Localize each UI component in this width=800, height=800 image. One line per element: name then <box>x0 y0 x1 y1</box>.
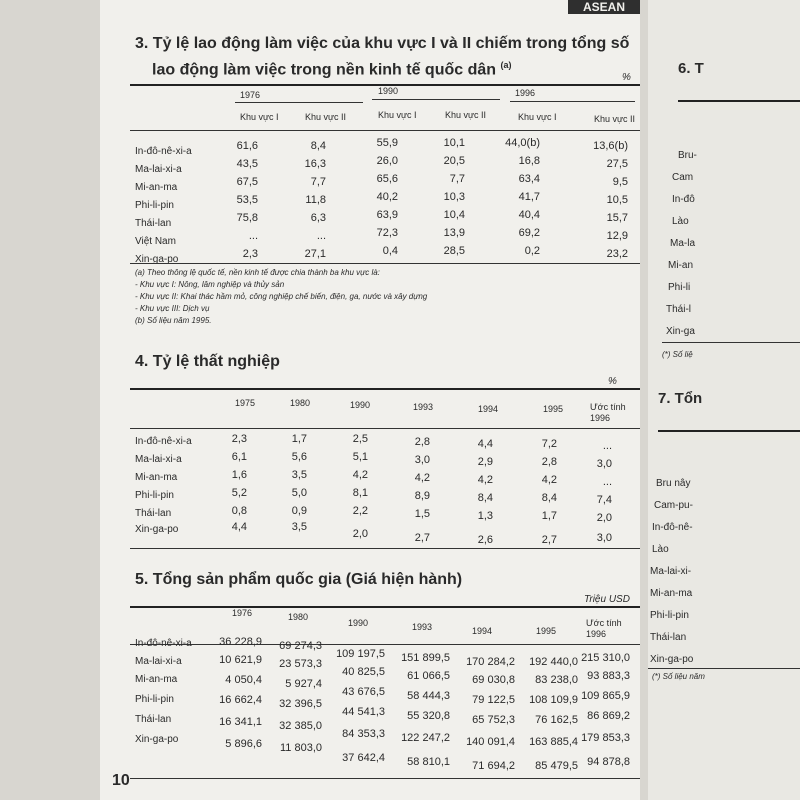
section3-header-rule <box>130 130 640 131</box>
section4-year: 1993 <box>413 402 434 412</box>
cell: 10 621,9 <box>219 654 262 666</box>
cell: 8,1 <box>352 487 368 499</box>
section5-title: 5. Tổng sản phẩm quốc gia (Giá hiện hành) <box>135 571 463 588</box>
section4-top-rule <box>130 388 640 390</box>
right-row-label: Phi-li <box>668 282 691 293</box>
cell: 7,4 <box>596 494 612 506</box>
section3-note: - Khu vực I: Nông, lâm nghiệp và thủy sản <box>135 280 285 289</box>
cell: 55 320,8 <box>407 710 450 722</box>
cell: 2,5 <box>352 433 368 445</box>
cell: 2,3 <box>242 248 258 260</box>
cell: 27,1 <box>304 248 326 260</box>
right-section7-rule <box>658 430 800 432</box>
cell: 71 694,2 <box>472 760 515 772</box>
cell: 0,9 <box>291 505 307 517</box>
row-label: Xin-ga-po <box>135 254 179 265</box>
cell: 27,5 <box>606 158 628 170</box>
cell: 192 440,0 <box>529 656 578 668</box>
cell: 4,2 <box>541 474 557 486</box>
cell: 36 228,9 <box>219 636 262 648</box>
cell: 3,5 <box>291 469 307 481</box>
cell: 43,5 <box>236 158 258 170</box>
row-label: In-đô-nê-xi-a <box>135 146 192 157</box>
cell: 8,9 <box>414 490 430 502</box>
row-label: Mi-an-ma <box>135 674 178 685</box>
section5-header-rule <box>130 644 640 645</box>
right-section6-rule <box>678 100 800 102</box>
cell: 26,0 <box>376 155 398 167</box>
cell: 5 927,4 <box>285 678 322 690</box>
cell: 3,0 <box>596 532 612 544</box>
section4-bottom-rule <box>130 548 640 549</box>
cell: 3,0 <box>414 454 430 466</box>
cell: 1,6 <box>231 469 247 481</box>
cell: 37 642,4 <box>342 752 385 764</box>
row-label: Thái-lan <box>135 714 172 725</box>
row-label: Thái-lan <box>135 218 172 229</box>
section5-year: 1976 <box>232 608 253 618</box>
cell: 15,7 <box>606 212 628 224</box>
row-label: In-đô-nê-xi-a <box>135 638 192 649</box>
cell: 2,2 <box>352 505 368 517</box>
section3-subhead: Khu vực II <box>445 110 487 120</box>
cell: 43 676,5 <box>342 686 385 698</box>
right-section6-title: 6. T <box>678 60 704 77</box>
cell: 75,8 <box>236 212 258 224</box>
section5-year: 1990 <box>348 618 369 628</box>
cell: 4,4 <box>477 438 493 450</box>
row-label: In-đô-nê-xi-a <box>135 436 192 447</box>
cell: 23,2 <box>606 248 628 260</box>
cell: 20,5 <box>443 155 465 167</box>
cell: 2,0 <box>596 512 612 524</box>
cell: 9,5 <box>612 176 628 188</box>
cell: ... <box>248 230 258 242</box>
cell: 69,2 <box>518 227 540 239</box>
right-row-label: Thái-l <box>666 304 692 315</box>
section3-year-1996: 1996 <box>515 88 536 98</box>
cell: 13,6(b) <box>593 140 628 152</box>
right-section6-note: (*) Số liệ <box>662 350 693 359</box>
right-row-label: Thái-lan <box>650 632 687 643</box>
cell: 85 479,5 <box>535 760 578 772</box>
section3-title-line1: 3. Tỷ lệ lao động làm việc của khu vực I và II chiếm trong tổng số <box>135 35 630 52</box>
section3-subhead: Khu vực II <box>594 114 636 124</box>
cell: ... <box>602 440 612 452</box>
cell: 1,5 <box>414 508 430 520</box>
row-label: Ma-lai-xi-a <box>135 454 182 465</box>
right-row-label: Lào <box>652 544 669 555</box>
cell: 58 444,3 <box>407 690 450 702</box>
cell: 72,3 <box>376 227 398 239</box>
cell: ... <box>602 476 612 488</box>
header-tab: ASEAN <box>568 0 640 14</box>
section3-note: - Khu vực III: Dịch vụ <box>135 304 210 313</box>
cell: 13,9 <box>443 227 465 239</box>
section3-year-rule-3 <box>510 101 635 102</box>
cell: 10,4 <box>443 209 465 221</box>
right-row-label: Phi-li-pin <box>650 610 689 621</box>
cell: ... <box>316 230 326 242</box>
section3-subhead: Khu vực I <box>518 112 557 122</box>
cell: 93 883,3 <box>587 670 630 682</box>
right-row-label: Mi-an-ma <box>650 588 693 599</box>
cell: 32 385,0 <box>279 720 322 732</box>
cell: 16,3 <box>304 158 326 170</box>
cell: 23 573,3 <box>279 658 322 670</box>
cell: 0,8 <box>231 505 247 517</box>
cell: 10,5 <box>606 194 628 206</box>
section3-bottom-rule <box>130 263 640 264</box>
section4-unit: % <box>608 376 617 387</box>
cell: 67,5 <box>236 176 258 188</box>
cell: 0,2 <box>524 245 540 257</box>
cell: 94 878,8 <box>587 756 630 768</box>
row-label: Mi-an-ma <box>135 472 178 483</box>
cell: 5,1 <box>352 451 368 463</box>
cell: 7,2 <box>541 438 557 450</box>
section3-subhead: Khu vực I <box>240 112 279 122</box>
cell: 65,6 <box>376 173 398 185</box>
cell: 8,4 <box>541 492 557 504</box>
cell: 2,8 <box>414 436 430 448</box>
right-row-label: Bru- <box>678 150 697 161</box>
cell: 86 869,2 <box>587 710 630 722</box>
cell: 53,5 <box>236 194 258 206</box>
cell: 2,6 <box>477 534 493 546</box>
cell: 7,7 <box>310 176 326 188</box>
cell: 84 353,3 <box>342 728 385 740</box>
section3-title-sup: (a) <box>500 60 512 70</box>
cell: 7,7 <box>449 173 465 185</box>
section3-note: (b) Số liệu năm 1995. <box>135 316 212 325</box>
row-label: Phi-li-pin <box>135 200 174 211</box>
row-label: Ma-lai-xi-a <box>135 656 182 667</box>
cell: 2,9 <box>477 456 493 468</box>
right-row-label: Cam <box>672 172 694 183</box>
left-page <box>100 0 640 800</box>
cell: 41,7 <box>518 191 540 203</box>
cell: 5,0 <box>291 487 307 499</box>
cell: 63,4 <box>518 173 540 185</box>
cell: 32 396,5 <box>279 698 322 710</box>
cell: 10,1 <box>443 137 465 149</box>
section3-year-rule-2 <box>372 99 500 100</box>
cell: 3,5 <box>291 521 307 533</box>
row-label: Xin-ga-po <box>135 734 179 745</box>
right-row-label: Ma-lai-xi- <box>650 566 692 577</box>
cell: 108 109,9 <box>529 694 578 706</box>
section5-year: 1994 <box>472 626 493 636</box>
cell: 5 896,6 <box>225 738 262 750</box>
section3-year-1990: 1990 <box>378 86 399 96</box>
cell: 16,8 <box>518 155 540 167</box>
row-label: Xin-ga-po <box>135 524 179 535</box>
cell: 16 662,4 <box>219 694 262 706</box>
cell: 61,6 <box>236 140 258 152</box>
cell: 109 865,9 <box>581 690 630 702</box>
cell: 4,2 <box>352 469 368 481</box>
right-row-label: In-đô <box>672 194 695 205</box>
cell: 2,7 <box>414 532 430 544</box>
right-row-label: Lào <box>672 216 689 227</box>
cell: 55,9 <box>376 137 398 149</box>
right-section7-note: (*) Số liệu năm <box>652 672 705 681</box>
right-row-label: Mi-an <box>668 260 694 271</box>
cell: 2,7 <box>541 534 557 546</box>
section3-title-line2 <box>152 55 511 80</box>
row-label: Mi-an-ma <box>135 182 178 193</box>
cell: 1,7 <box>291 433 307 445</box>
section3-note: (a) Theo thông lệ quốc tế, nền kinh tế được chia thành ba khu vực là: <box>135 268 380 277</box>
row-label: Ma-lai-xi-a <box>135 164 182 175</box>
row-label: Phi-li-pin <box>135 694 174 705</box>
cell: 8,4 <box>310 140 326 152</box>
cell: 2,0 <box>352 528 368 540</box>
cell: 140 091,4 <box>466 736 515 748</box>
section5-unit: Triệu USD <box>584 594 630 605</box>
cell: 10,3 <box>443 191 465 203</box>
cell: 83 238,0 <box>535 674 578 686</box>
cell: 69 274,3 <box>279 640 322 652</box>
section3-subhead: Khu vực I <box>378 110 417 120</box>
section5-year: Ước tính 1996 <box>586 618 622 639</box>
section4-header-rule <box>130 428 640 429</box>
cell: 163 885,4 <box>529 736 578 748</box>
cell: 4,4 <box>231 521 247 533</box>
right-row-label: Xin-ga-po <box>650 654 694 665</box>
section4-year: 1990 <box>350 400 371 410</box>
cell: 2,8 <box>541 456 557 468</box>
right-row-label: Xin-ga <box>666 326 695 337</box>
section5-year: 1980 <box>288 612 309 622</box>
right-row-label: Ma-la <box>670 238 696 249</box>
right-row-label: Bru nây <box>656 478 691 489</box>
row-label: Thái-lan <box>135 508 172 519</box>
cell: 151 899,5 <box>401 652 450 664</box>
section5-bottom-rule <box>130 778 640 779</box>
cell: 179 853,3 <box>581 732 630 744</box>
section4-year: 1975 <box>235 398 256 408</box>
section4-year: 1980 <box>290 398 311 408</box>
cell: 44,0(b) <box>505 137 540 149</box>
cell: 44 541,3 <box>342 706 385 718</box>
right-section6-bottom-rule <box>662 342 800 343</box>
cell: 40,2 <box>376 191 398 203</box>
right-page <box>648 0 800 800</box>
cell: 76 162,5 <box>535 714 578 726</box>
cell: 0,4 <box>382 245 398 257</box>
cell: 61 066,5 <box>407 670 450 682</box>
cell: 79 122,5 <box>472 694 515 706</box>
cell: 40 825,5 <box>342 666 385 678</box>
section3-subhead: Khu vực II <box>305 112 347 122</box>
cell: 12,9 <box>606 230 628 242</box>
cell: 170 284,2 <box>466 656 515 668</box>
section5-year: 1995 <box>536 626 557 636</box>
cell: 109 197,5 <box>336 648 385 660</box>
cell: 11,8 <box>305 194 326 206</box>
page-number: 10 <box>112 772 130 789</box>
cell: 122 247,2 <box>401 732 450 744</box>
cell: 215 310,0 <box>581 652 630 664</box>
section4-title: 4. Tỷ lệ thất nghiệp <box>135 353 280 370</box>
row-label: Việt Nam <box>135 236 176 247</box>
cell: 4,2 <box>477 474 493 486</box>
cell: 2,3 <box>231 433 247 445</box>
cell: 5,6 <box>291 451 307 463</box>
cell: 8,4 <box>477 492 493 504</box>
section3-year-1976: 1976 <box>240 90 261 100</box>
section3-title-line2-text: lao động làm việc trong nền kinh tế quốc dân <box>152 61 497 79</box>
section4-year: 1995 <box>543 404 564 414</box>
right-section7-bottom-rule <box>648 668 800 669</box>
section3-note: - Khu vực II: Khai thác hầm mỏ, công nghiệp chế biến, điện, ga, nước và xây dựng <box>135 292 428 301</box>
cell: 1,7 <box>541 510 557 522</box>
cell: 16 341,1 <box>219 716 262 728</box>
cell: 69 030,8 <box>472 674 515 686</box>
cell: 28,5 <box>443 245 465 257</box>
right-row-label: In-đô-nê- <box>652 522 693 533</box>
section3-unit: % <box>622 72 631 83</box>
cell: 4,2 <box>414 472 430 484</box>
right-row-label: Cam-pu- <box>654 500 693 511</box>
cell: 4 050,4 <box>225 674 262 686</box>
section3-year-rule-1 <box>235 102 363 103</box>
section4-year: Ước tính 1996 <box>590 402 626 423</box>
section5-top-rule <box>130 606 640 608</box>
cell: 6,1 <box>231 451 247 463</box>
row-label: Phi-li-pin <box>135 490 174 501</box>
cell: 1,3 <box>477 510 493 522</box>
cell: 11 803,0 <box>279 742 322 754</box>
cell: 63,9 <box>376 209 398 221</box>
section5-year: 1993 <box>412 622 433 632</box>
right-section7-title: 7. Tổn <box>658 390 703 407</box>
cell: 6,3 <box>310 212 326 224</box>
cell: 3,0 <box>596 458 612 470</box>
cell: 5,2 <box>231 487 247 499</box>
cell: 40,4 <box>518 209 540 221</box>
section4-year: 1994 <box>478 404 499 414</box>
cell: 65 752,3 <box>472 714 515 726</box>
cell: 58 810,1 <box>407 756 450 768</box>
